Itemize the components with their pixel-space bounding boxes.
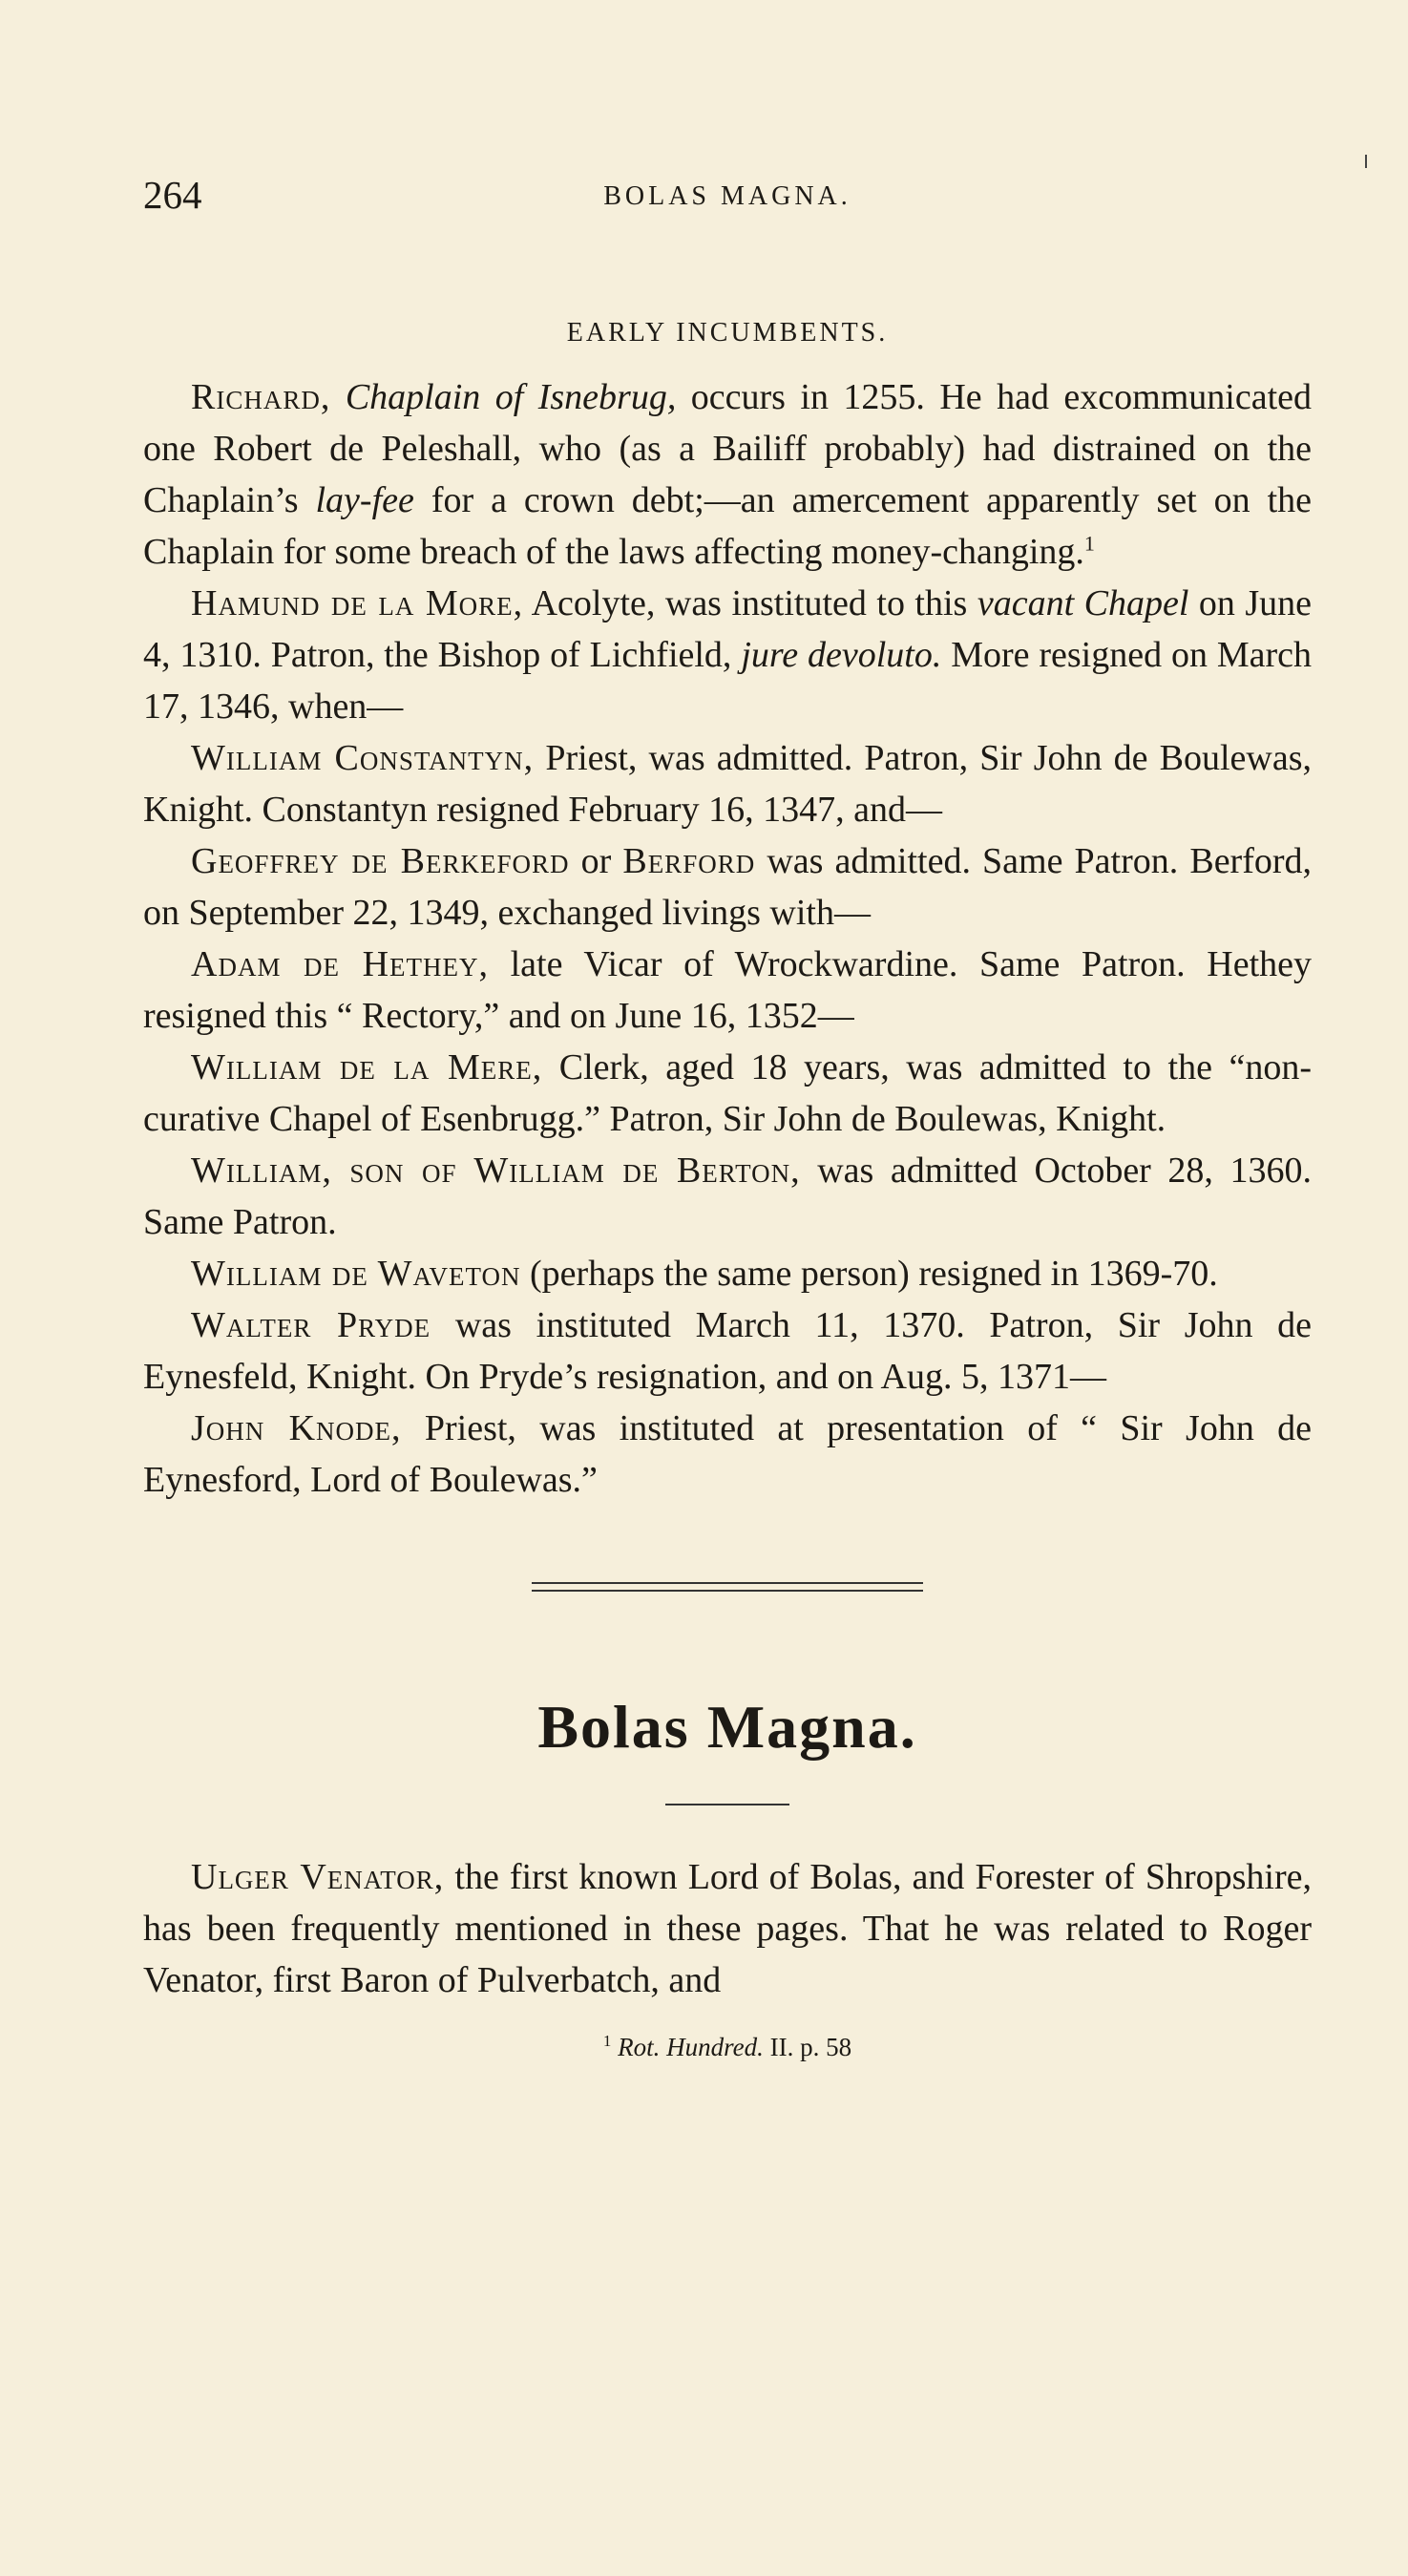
entry-john-knode	[143, 1403, 1312, 1506]
entry-text: Acolyte, was instituted to this	[531, 583, 968, 623]
entry-text: occurs in 1255. He had excommunicated one Robert de Peleshall, who (as a Bailiff probably) had distrained on the Chaplain’s	[143, 377, 1312, 520]
entry-william-constantyn	[143, 732, 1312, 835]
section-divider-double-rule	[532, 1582, 923, 1592]
entry-term-latin: jure devoluto.	[741, 635, 942, 675]
closing-paragraph	[143, 1851, 1312, 2006]
entry-text-continued: for a crown debt;—an amercement apparently set on the Chaplain for some breach of the laws affecting money-changing.	[143, 480, 1313, 572]
page-number: 264	[143, 173, 202, 217]
entry-text: (perhaps the same person) resigned in 1369-70.	[530, 1254, 1218, 1294]
entry-term: vacant Chapel	[977, 583, 1189, 623]
closing-text: the first known Lord of Bolas, and Forester of Shropshire, has been frequently mentioned in these pages. That he was related to Roger Venator, first Baron of Pulverbatch, and	[143, 1857, 1313, 2000]
entry-name: John Knode,	[191, 1408, 402, 1448]
closing-name: Ulger Venator,	[191, 1857, 445, 1897]
title-underline-rule	[665, 1804, 789, 1805]
entry-text: Priest, was admitted. Patron, Sir John de Boulewas, Knight. Constantyn resigned February 16, 1347, and—	[143, 738, 1312, 830]
entry-name: Walter Pryde	[191, 1305, 431, 1345]
entry-term: lay-fee	[315, 480, 414, 520]
entry-text: was admitted October 28, 1360. Same Patron.	[143, 1151, 1312, 1242]
entry-text-continued: was admitted. Same Patron. Berford, on September 22, 1349, exchanged livings with—	[143, 841, 1313, 933]
entry-walter-pryde	[143, 1299, 1312, 1403]
footnote-reference-text: II. p. 58	[769, 2033, 852, 2061]
entry-name: William, son of William de Berton,	[191, 1151, 801, 1191]
entry-name: William de Waveton	[191, 1254, 521, 1294]
entry-text: was instituted March 11, 1370. Patron, Sir John de Eynesfeld, Knight. On Pryde’s resignation, and on Aug. 5, 1371—	[143, 1305, 1313, 1397]
stray-ink-mark	[1365, 155, 1367, 168]
entry-text: or	[580, 841, 612, 881]
entry-text: late Vicar of Wrockwardine. Same Patron. Hethey resigned this “ Rectory,” and on June 16, 1352—	[143, 944, 1312, 1036]
section-heading: EARLY INCUMBENTS.	[566, 318, 889, 348]
footnote	[143, 2033, 1312, 2062]
entry-william-son-of-william-de-berton	[143, 1145, 1312, 1248]
footnote-reference: 1	[1083, 531, 1095, 556]
entry-text-final: More resigned on March 17, 1346, when—	[143, 635, 1313, 727]
entry-william-de-waveton	[143, 1248, 1312, 1299]
entry-name: Richard,	[191, 377, 331, 417]
entry-adam-de-hethey	[143, 939, 1312, 1042]
new-section-title: Bolas Magna.	[537, 1693, 917, 1761]
footnote-marker: 1	[602, 2032, 612, 2050]
entry-text-continued: on June 4, 1310. Patron, the Bishop of Lichfield,	[143, 583, 1313, 675]
running-head	[143, 153, 1312, 217]
entry-name: Hamund de la More,	[191, 583, 524, 623]
entry-text: Priest, was instituted at presentation of “ Sir John de Eynesford, Lord of Boulewas.”	[143, 1408, 1313, 1500]
entry-name: Geoffrey de Berkeford	[191, 841, 570, 881]
running-title: BOLAS MAGNA.	[603, 181, 851, 211]
book-page	[143, 153, 1312, 2062]
entry-title: Chaplain of Isnebrug,	[345, 377, 677, 417]
entry-geoffrey-de-berkeford	[143, 835, 1312, 939]
entry-william-de-la-mere	[143, 1042, 1312, 1145]
entry-hamund-de-la-more	[143, 578, 1312, 732]
entry-name: Adam de Hethey,	[191, 944, 490, 984]
entry-name: William Constantyn,	[191, 738, 535, 778]
entry-name: William de la Mere,	[191, 1047, 543, 1087]
incumbents-list	[143, 371, 1312, 1506]
entry-text: Clerk, aged 18 years, was admitted to the “non-curative Chapel of Esenbrugg.” Patron, Sir John de Boulewas, Knight.	[143, 1047, 1312, 1139]
footnote-source: Rot. Hundred.	[618, 2033, 764, 2061]
entry-alt-name: Berford	[622, 841, 756, 881]
entry-richard	[143, 371, 1312, 578]
